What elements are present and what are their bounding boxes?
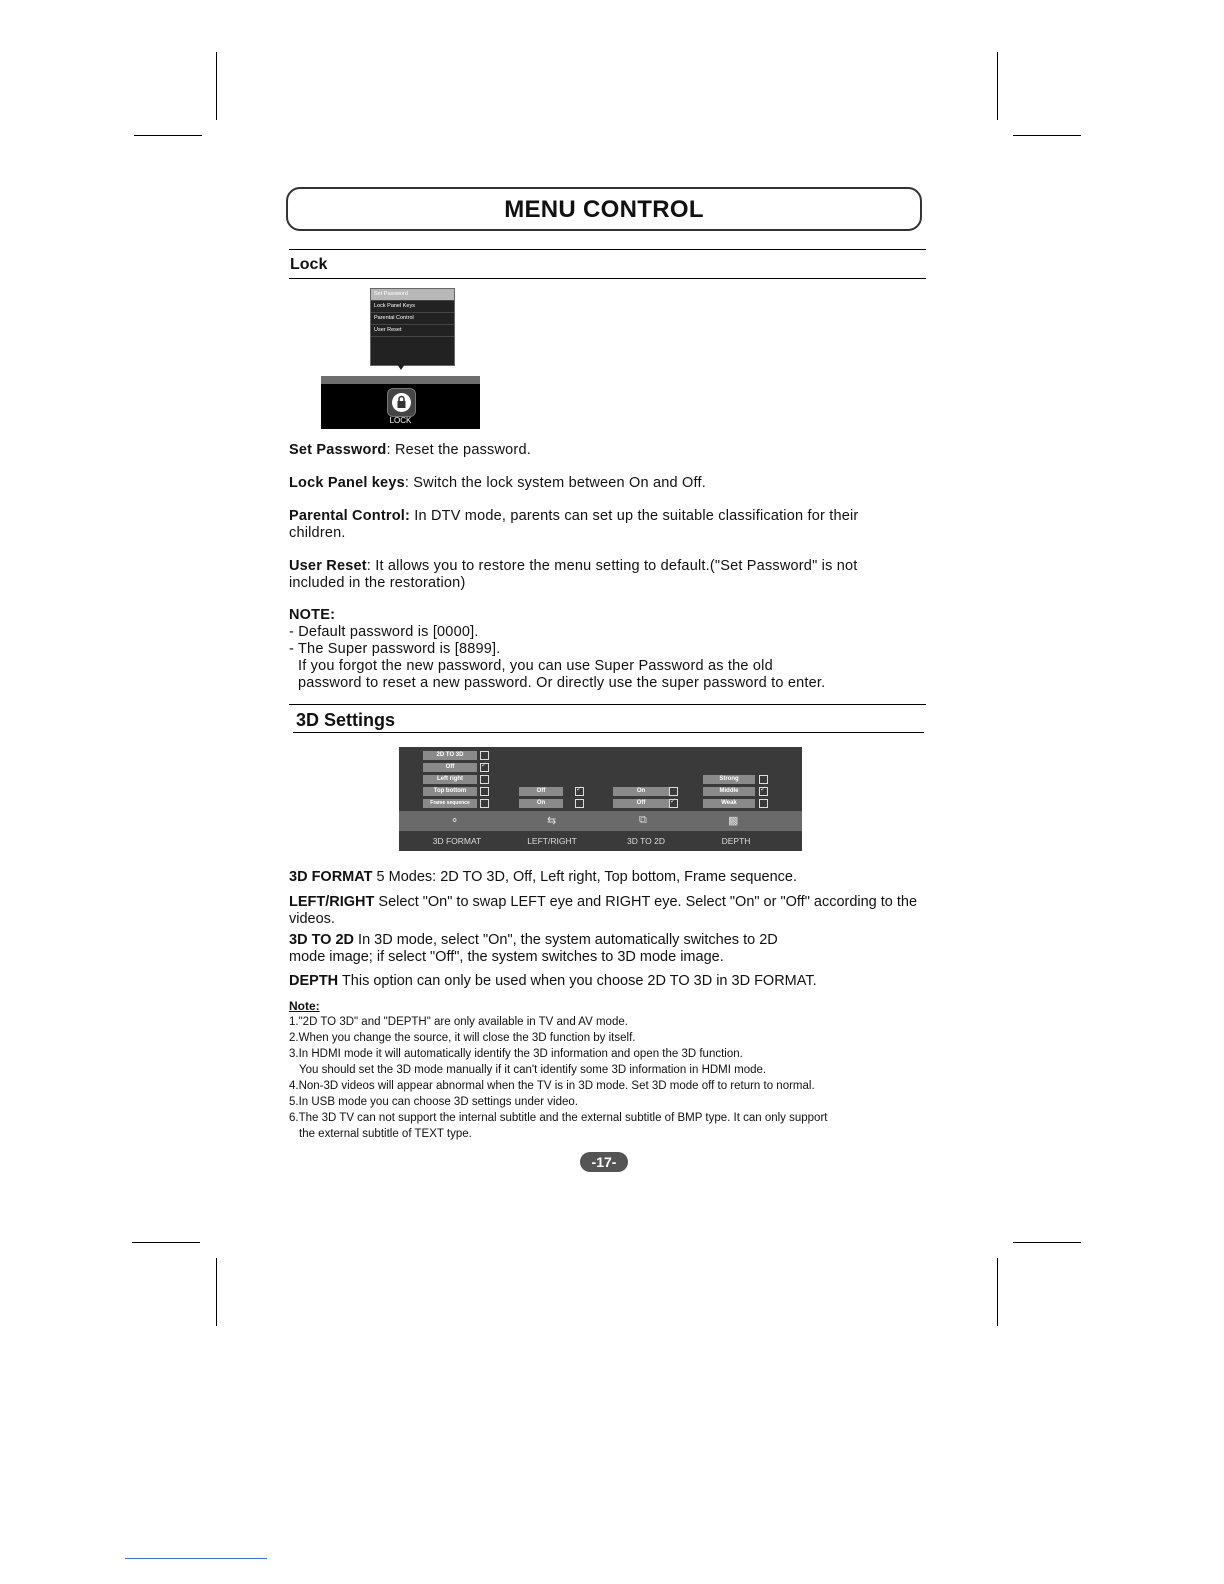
tab-3d-format: 3D FORMAT xyxy=(432,836,482,846)
page-title-box xyxy=(286,187,922,231)
lock-item-set-password xyxy=(289,442,914,459)
swap-icon: ⇆ xyxy=(547,815,557,827)
3d-item-format xyxy=(289,869,919,886)
note-line: 5.In USB mode you can choose 3D settings under video. xyxy=(289,1096,578,1108)
checkbox-checked xyxy=(480,763,489,772)
crop-mark xyxy=(1013,1242,1081,1243)
checkbox xyxy=(480,787,489,796)
divider xyxy=(289,704,926,705)
3d-to-2d-icon: ⧉ xyxy=(639,814,647,826)
menu-pointer-icon xyxy=(397,364,405,370)
note-line: You should set the 3D mode manually if it can't identify some 3D information in HDMI mode. xyxy=(299,1064,767,1076)
desc: : Reset the password. xyxy=(386,442,531,458)
lock-tab-bar xyxy=(321,376,480,429)
tab-strip xyxy=(321,376,480,384)
lock-item-user-reset xyxy=(289,558,914,592)
underline-mark xyxy=(125,1558,267,1559)
desc: Select "On" to swap LEFT eye and RIGHT eye. Select "On" or "Off" according to the videos. xyxy=(289,894,918,927)
option-2d-on: On xyxy=(613,787,669,796)
tab-depth: DEPTH xyxy=(721,836,751,846)
note-line: 3.In HDMI mode it will automatically identify the 3D information and open the 3D function. xyxy=(289,1048,743,1060)
divider xyxy=(289,278,926,279)
desc: : Switch the lock system between On and Off. xyxy=(404,475,706,491)
option-off: Off xyxy=(423,763,477,772)
menu-item-set-password: Set Password xyxy=(371,289,454,301)
option-weak: Weak xyxy=(703,799,755,808)
term: DEPTH xyxy=(289,973,339,989)
tab-left-right: LEFT/RIGHT xyxy=(527,836,577,846)
desc: This option can only be used when you choose 2D TO 3D in 3D FORMAT. xyxy=(338,973,817,989)
menu-item-parental-control: Parental Control xyxy=(371,313,454,325)
term: User Reset xyxy=(289,558,367,574)
option-lr-off: Off xyxy=(519,787,563,796)
desc: In DTV mode, parents can set up the suitable classification for their children. xyxy=(289,508,859,541)
crop-mark xyxy=(216,1258,217,1326)
divider xyxy=(289,249,926,250)
checkbox xyxy=(759,775,768,784)
checkbox xyxy=(480,751,489,760)
note-line: - The Super password is [8899]. xyxy=(289,641,501,657)
section-title-3d-settings: 3D Settings xyxy=(296,710,396,730)
desc: 5 Modes: 2D TO 3D, Off, Left right, Top bottom, Frame sequence. xyxy=(372,869,797,885)
checkbox xyxy=(575,799,584,808)
option-top-bottom: Top bottom xyxy=(423,787,477,796)
divider xyxy=(293,732,924,733)
option-middle: Middle xyxy=(703,787,755,796)
term: 3D TO 2D xyxy=(289,932,355,948)
option-2d-off: Off xyxy=(613,799,669,808)
option-lr-on: On xyxy=(519,799,563,808)
3d-item-3d-to-2d xyxy=(289,932,809,966)
checkbox-checked xyxy=(575,787,584,796)
note-line: 1."2D TO 3D" and "DEPTH" are only available in TV and AV mode. xyxy=(289,1016,628,1028)
option-strong: Strong xyxy=(703,775,755,784)
3d-settings-screenshot xyxy=(399,747,802,851)
lock-icon xyxy=(387,388,416,417)
3d-item-depth xyxy=(289,973,919,990)
page-title: MENU CONTROL xyxy=(504,196,704,223)
term: 3D FORMAT xyxy=(289,869,373,885)
3d-format-icon: ⚬ xyxy=(450,815,460,827)
desc: : It allows you to restore the menu setting to default.("Set Password" is not included in the restoration) xyxy=(289,558,858,591)
desc: In 3D mode, select "On", the system automatically switches to 2D mode image; if select "Off", the system switches to 3D mode image. xyxy=(289,932,778,965)
note-line: 2.When you change the source, it will close the 3D function by itself. xyxy=(289,1032,636,1044)
note-line: 4.Non-3D videos will appear abnormal when the TV is in 3D mode. Set 3D mode off to return to normal. xyxy=(289,1080,815,1092)
crop-mark xyxy=(1013,135,1081,136)
term: Set Password xyxy=(289,442,387,458)
checkbox xyxy=(669,787,678,796)
checkbox xyxy=(480,775,489,784)
note-line: If you forgot the new password, you can use Super Password as the old xyxy=(298,658,773,674)
lock-item-lock-panel-keys xyxy=(289,475,914,492)
checkbox-checked xyxy=(669,799,678,808)
depth-icon: ▩ xyxy=(728,815,739,827)
menu-item-lock-panel-keys: Lock Panel Keys xyxy=(371,301,454,313)
option-2d-to-3d: 2D TO 3D xyxy=(423,751,477,760)
lock-note xyxy=(289,607,914,692)
term: LEFT/RIGHT xyxy=(289,894,375,910)
option-frame-sequence: Frame sequence xyxy=(423,799,477,808)
note-title: Note: xyxy=(289,999,320,1013)
3d-notes xyxy=(289,998,929,1142)
crop-mark xyxy=(997,1258,998,1326)
lock-label: LOCK xyxy=(389,416,412,425)
checkbox xyxy=(759,799,768,808)
term: Parental Control: xyxy=(289,508,411,524)
tab-icon-row xyxy=(399,811,802,831)
checkbox-checked xyxy=(759,787,768,796)
lock-item-parental-control xyxy=(289,508,914,542)
crop-mark xyxy=(216,52,217,120)
menu-item-user-reset: User Reset xyxy=(371,325,454,337)
crop-mark xyxy=(134,135,202,136)
term: Lock Panel keys xyxy=(289,475,405,491)
option-left-right: Left right xyxy=(423,775,477,784)
crop-mark xyxy=(997,52,998,120)
lock-menu-screenshot xyxy=(370,288,455,366)
3d-item-left-right xyxy=(289,894,919,928)
note-line: 6.The 3D TV can not support the internal subtitle and the external subtitle of BMP type. It can only support xyxy=(289,1112,828,1124)
note-title: NOTE: xyxy=(289,607,336,623)
note-line: the external subtitle of TEXT type. xyxy=(299,1128,472,1140)
page-number: -17- xyxy=(580,1152,628,1172)
section-title-lock: Lock xyxy=(290,256,328,273)
note-line: - Default password is [0000]. xyxy=(289,624,479,640)
crop-mark xyxy=(132,1242,200,1243)
tab-3d-to-2d: 3D TO 2D xyxy=(627,836,665,846)
note-line: password to reset a new password. Or directly use the super password to enter. xyxy=(298,675,826,691)
checkbox xyxy=(480,799,489,808)
